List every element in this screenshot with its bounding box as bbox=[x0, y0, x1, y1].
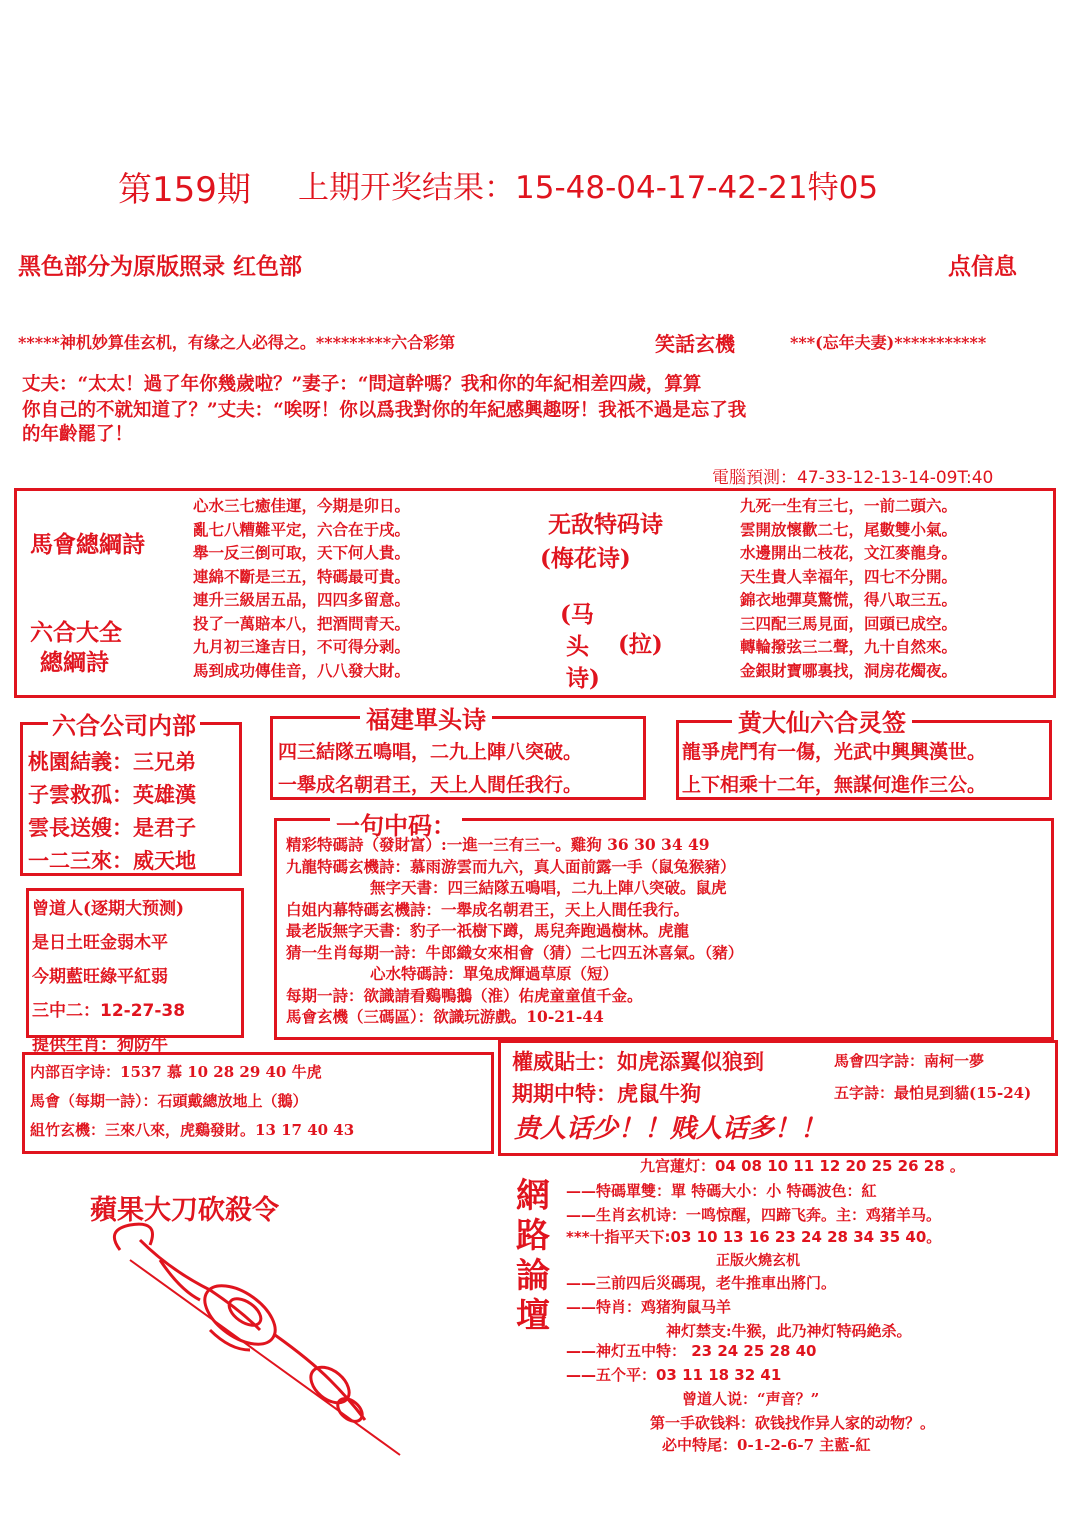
forum-line: 九宫蓮灯：04 08 10 11 12 20 25 26 28 。 bbox=[640, 1157, 965, 1175]
poem-left-line: 亂七八糟難平定，六合在于戌。 bbox=[193, 519, 411, 539]
forum-line: ——特碼單雙：單 特碼大小：小 特碼波色：紅 bbox=[566, 1182, 877, 1200]
last-result: 上期开奖结果：15-48-04-17-42-21特05 bbox=[298, 170, 879, 206]
yiju-line: 心水特碼詩：單兔成輝過草原（短） bbox=[370, 964, 619, 983]
joke-banner-title: 笑話玄機 bbox=[655, 332, 735, 356]
forum-line: ——五个平：03 11 18 32 41 bbox=[566, 1366, 782, 1384]
forum-vertical-char: 論 bbox=[516, 1256, 550, 1296]
yiju-line: 猜一生肖每期一詩：牛郎織女來相會（猜）二七四五沐喜氣。（豬） bbox=[286, 942, 744, 962]
forum-line: ——生肖玄机诗：一鸣惊醒，四蹄飞奔。主：鸡猪羊马。 bbox=[566, 1206, 942, 1224]
joke-banner-right: ***(忘年夫妻)*********** bbox=[790, 333, 987, 352]
wong-line: 龍爭虎鬥有一傷，光武中興興漢世。 bbox=[682, 741, 987, 763]
poem-right-line: 三四配三馬見面，回頭已成空。 bbox=[740, 613, 958, 633]
yiju-lines bbox=[286, 834, 743, 1028]
authority-tip: 權威貼士：如虎添翼似狼到 bbox=[512, 1049, 764, 1074]
company-title: 六合公司内部 bbox=[48, 706, 200, 741]
poem-right-line: 雲開放懷歡二七，尾數雙小氣。 bbox=[740, 519, 958, 539]
joke-line-2: 你自己的不就知道了？”丈夫：“唉呀！你以爲我對你的年紀感興趣呀！我祇不過是忘了我 bbox=[22, 400, 747, 421]
apple-title: 蘋果大刀砍殺令 bbox=[90, 1195, 279, 1226]
issue-number: 第159期 bbox=[118, 170, 251, 210]
poem-left-line: 馬到成功傳佳音，八八發大財。 bbox=[193, 660, 411, 680]
poem-right bbox=[740, 494, 957, 682]
mahui-four-char: 馬會四字詩：南柯一夢 bbox=[834, 1052, 985, 1070]
fujian-title: 福建單头诗 bbox=[360, 700, 492, 735]
yiju-line: 精彩特碼詩（發財富）:一進一三有三一。雞狗 36 30 34 49 bbox=[286, 835, 710, 854]
wong-lines bbox=[682, 736, 986, 802]
forum-line: 正版火燒玄机 bbox=[716, 1253, 800, 1269]
poem-left-line: 投了一萬賠本八，把酒問青天。 bbox=[193, 613, 411, 633]
poem-left-line: 心水三七癒佳運，今期是卯日。 bbox=[193, 496, 411, 515]
fujian-line: 四三結隊五鳴唱，二九上陣八突破。 bbox=[278, 741, 583, 763]
every-issue-special: 期期中特：虎鼠牛狗 bbox=[512, 1081, 701, 1106]
fujian-lines bbox=[278, 736, 582, 802]
yiju-line: 無字天書：四三結隊五鳴唱，二九上陣八突破。鼠虎 bbox=[370, 878, 727, 897]
computer-forecast: 電腦預測：47-33-12-13-14-09T:40 bbox=[712, 468, 994, 488]
poem-right-line: 金銀財寶哪裏找，洞房花燭夜。 bbox=[740, 660, 958, 680]
forum-vertical-title bbox=[516, 1176, 550, 1336]
liuhe-label-2: 總綱詩 bbox=[40, 649, 109, 676]
poem-right-line: 轉輪撥弦三二聲，九十自然來。 bbox=[740, 637, 958, 656]
forum-line: ——三前四后災碼現，老牛推車出將门。 bbox=[566, 1274, 837, 1292]
company-line: 一二三來：威天地 bbox=[28, 848, 196, 873]
dao-lines bbox=[32, 892, 185, 1062]
meihua-title: (梅花诗) bbox=[540, 545, 631, 572]
matou-la: (拉) bbox=[618, 631, 663, 658]
wong-line: 上下相乘十二年，無謀何進作三公。 bbox=[682, 774, 987, 796]
company-line: 桃園結義：三兄弟 bbox=[28, 749, 196, 774]
liuhe-label-1: 六合大全 bbox=[30, 619, 122, 646]
forum-line: 神灯禁支:牛猴，此乃神灯特码絶杀。 bbox=[666, 1322, 912, 1340]
dao-line: 三中二：12-27-38 bbox=[32, 1001, 186, 1021]
poem-left-line: 九月初三逢吉日，不可得分剥。 bbox=[193, 637, 411, 656]
yiju-line: 每期一詩：欲識請看鷄鴨鵝（淮）佑虎童童值千金。 bbox=[286, 985, 643, 1005]
joke-line-3: 的年齡罷了！ bbox=[22, 424, 134, 445]
joke-banner-left: *****神机妙算佳玄机，有缘之人必得之。*********六合彩第 bbox=[18, 333, 456, 352]
poem-right-line: 九死一生有三七，一前二頭六。 bbox=[740, 496, 958, 515]
inner-line: 内部百字诗：1537 慕 10 28 29 40 牛虎 bbox=[30, 1063, 322, 1081]
company-lines bbox=[28, 745, 196, 877]
wudi-title: 无敌特码诗 bbox=[548, 511, 663, 538]
forum-line: ***十指平天下:03 10 13 16 23 24 28 34 35 40。 bbox=[566, 1228, 942, 1246]
forum-line: ——神灯五中特： 23 24 25 28 40 bbox=[566, 1342, 817, 1360]
slogan: 贵人话少！！贱人话多！！ bbox=[514, 1114, 827, 1144]
dao-title: 曾道人(逐期大预测) bbox=[32, 899, 185, 919]
company-line: 雲長送嫂：是君子 bbox=[28, 815, 196, 840]
forum-vertical-char: 壇 bbox=[516, 1296, 550, 1336]
notice-right: 点信息 bbox=[948, 254, 1017, 280]
yiju-line: 最老版無字天書：豹子一祇樹下蹲，馬兒奔跑過樹林。虎龍 bbox=[286, 921, 690, 940]
five-char-poem: 五字詩：最怕見到貓(15-24) bbox=[834, 1084, 1032, 1102]
knife-drawing-icon bbox=[100, 1220, 420, 1460]
wong-title: 黄大仙六合灵签 bbox=[732, 703, 912, 738]
joke-line-1: 丈夫：“太太！過了年你幾歲啦？”妻子：“問這幹嗎？我和你的年紀相差四歲，算算 bbox=[22, 374, 702, 395]
forum-vertical-char: 網 bbox=[516, 1176, 550, 1216]
fujian-line: 一舉成名朝君王，天上人間任我行。 bbox=[278, 774, 583, 796]
inner-lines bbox=[30, 1058, 354, 1145]
poem-left-line: 連升三級居五品，四四多留意。 bbox=[193, 590, 411, 609]
yiju-line: 馬會玄機（三碼區）：欲識玩游戲。10-21-44 bbox=[286, 1007, 604, 1026]
forum-line: ——特肖：鸡猪狗鼠马羊 bbox=[566, 1298, 732, 1316]
mahui-poem-label: 馬會總綱詩 bbox=[30, 531, 145, 558]
poem-right-line: 錦衣地彈莫驚慌，得八取三五。 bbox=[740, 590, 958, 609]
inner-line: 組竹玄機：三來八來，虎鷄發財。13 17 40 43 bbox=[30, 1121, 355, 1139]
poem-right-line: 水邊開出二枝花，文江麥龍身。 bbox=[740, 543, 958, 562]
poem-left bbox=[193, 494, 410, 682]
forum-line: 必中特尾：0-1-2-6-7 主藍-紅 bbox=[662, 1436, 871, 1454]
forum-line: 第一手砍钱料：砍钱找作异人家的动物？。 bbox=[650, 1414, 936, 1432]
matou-1: (马 bbox=[560, 601, 594, 628]
forum-vertical-char: 路 bbox=[516, 1216, 550, 1256]
inner-line: 馬會（每期一詩）：石頭戴總放地上（鵝） bbox=[30, 1092, 308, 1110]
dao-line: 是日土旺金弱木平 bbox=[32, 933, 168, 953]
yiju-line: 白姐内幕特碼玄機詩：一舉成名朝君王，天上人間任我行。 bbox=[286, 899, 690, 919]
company-line: 子雲救孤：英雄漢 bbox=[28, 782, 196, 807]
poem-right-line: 天生貴人幸福年，四七不分開。 bbox=[740, 566, 958, 586]
matou-2: 头 bbox=[566, 633, 589, 660]
notice-left: 黑色部分为原版照录 红色部 bbox=[18, 254, 303, 280]
matou-3: 诗) bbox=[566, 665, 600, 692]
forum-line: 曾道人说：“声音？” bbox=[682, 1390, 820, 1408]
poem-left-line: 舉一反三倒可取，天下何人貴。 bbox=[193, 543, 411, 562]
yiju-title: 一句中码： bbox=[330, 806, 462, 841]
yiju-line: 九龍特碼玄機詩：慕雨游雲而九六，真人面前露一手（鼠兔猴豬） bbox=[286, 856, 736, 876]
poem-left-line: 連綿不斷是三五，特碼最可貴。 bbox=[193, 566, 411, 586]
dao-line: 提供生肖：狗防牛 bbox=[32, 1035, 168, 1055]
dao-line: 今期藍旺綠平紅弱 bbox=[32, 967, 168, 987]
